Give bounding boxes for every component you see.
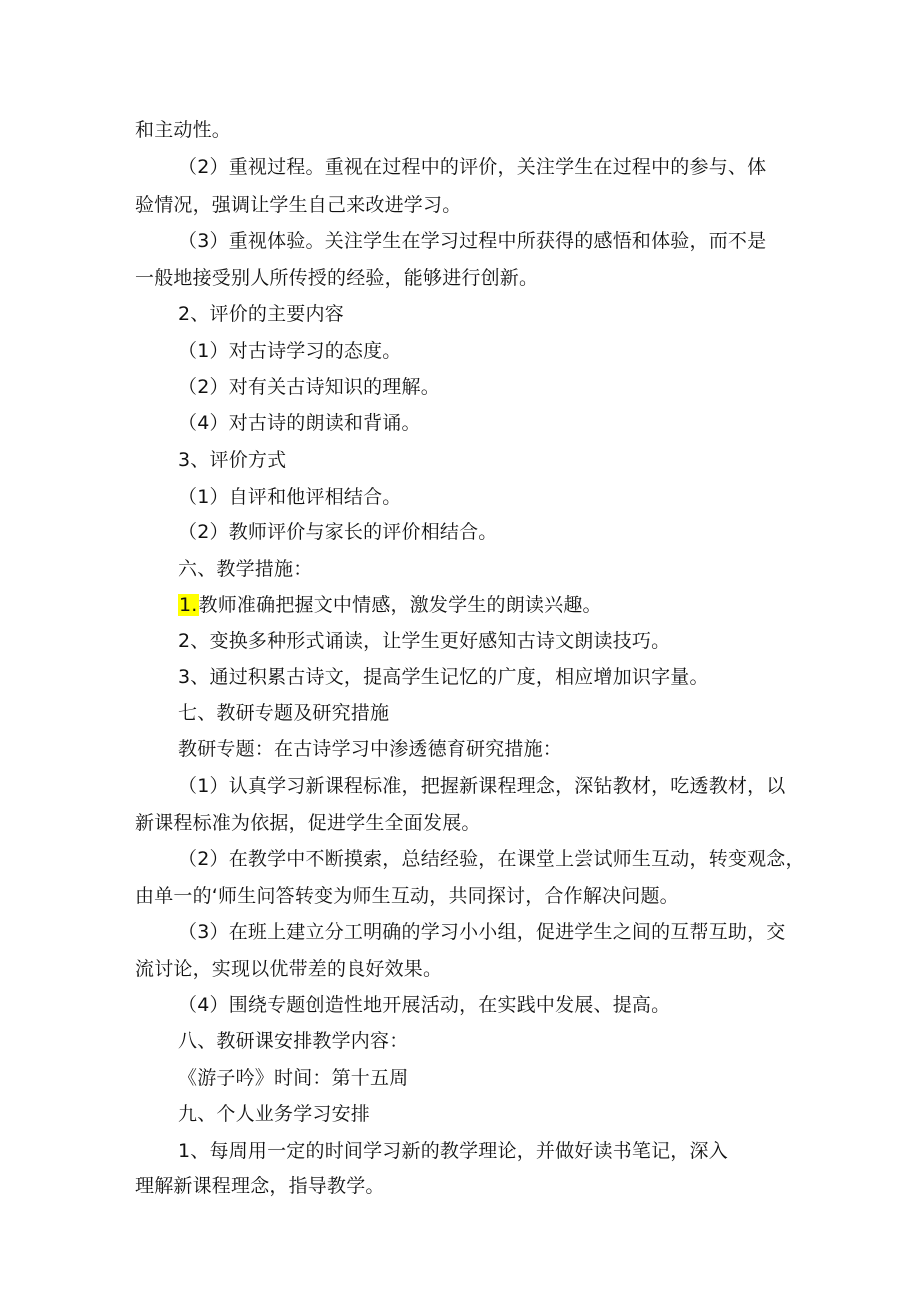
line-12: （2）教师评价与家长的评价相结合。 xyxy=(178,521,498,543)
line-4: （3）重视体验。关注学生在学习过程中所获得的感悟和体验，而不是 xyxy=(178,230,767,252)
line-19: （1）认真学习新课程标准，把握新课程理念，深钻教材，吃透教材，以 xyxy=(178,775,786,797)
line-11: （1）自评和他评相结合。 xyxy=(178,486,402,508)
line-23: （3）在班上建立分工明确的学习小小组，促进学生之间的互帮互助，交 xyxy=(178,921,786,943)
line-16: 3、通过积累古诗文，提高学生记忆的广度，相应增加识字量。 xyxy=(178,666,709,688)
line-10: 3、评价方式 xyxy=(178,449,287,471)
line-26: 八、教研课安排教学内容： xyxy=(178,1030,409,1052)
line-29: 1、每周用一定的时间学习新的教学理论，并做好读书笔记，深入 xyxy=(178,1140,728,1162)
line-14 xyxy=(178,593,602,617)
line-30: 理解新课程理念，指导教学。 xyxy=(135,1175,385,1197)
line-6: 2、评价的主要内容 xyxy=(178,303,344,325)
line-14-text: 教师准确把握文中情感，激发学生的朗读兴趣。 xyxy=(198,594,602,616)
line-15: 2、变换多种形式诵读，让学生更好感知古诗文朗读技巧。 xyxy=(178,630,671,652)
line-22: 由单一的‘师生问答转变为师生互动，共同探讨，合作解决问题。 xyxy=(135,885,679,907)
line-2: （2）重视过程。重视在过程中的评价，关注学生在过程中的参与、体 xyxy=(178,156,767,178)
line-25: （4）围绕专题创造性地开展活动，在实践中发展、提高。 xyxy=(178,994,671,1016)
line-13: 六、教学措施： xyxy=(178,558,313,580)
line-18: 教研专题：在古诗学习中渗透德育研究措施： xyxy=(178,738,563,760)
line-8: （2）对有关古诗知识的理解。 xyxy=(178,376,440,398)
line-21: （2）在教学中不断摸索，总结经验，在课堂上尝试师生互动，转变观念， xyxy=(178,848,805,870)
line-9: （4）对古诗的朗读和背诵。 xyxy=(178,412,421,434)
line-24: 流讨论，实现以优带差的良好效果。 xyxy=(135,958,443,980)
line-20: 新课程标准为依据，促进学生全面发展。 xyxy=(135,812,481,834)
line-3: 验情况，强调让学生自己来改进学习。 xyxy=(135,194,462,216)
line-5: 一般地接受别人所传授的经验，能够进行创新。 xyxy=(135,267,539,289)
line-1: 和主动性。 xyxy=(135,119,232,141)
line-27: 《游子吟》时间：第十五周 xyxy=(178,1067,409,1089)
highlighted-number: 1. xyxy=(179,594,198,616)
line-7: （1）对古诗学习的态度。 xyxy=(178,340,402,362)
line-28: 九、个人业务学习安排 xyxy=(178,1103,371,1125)
line-17: 七、教研专题及研究措施 xyxy=(178,702,390,724)
